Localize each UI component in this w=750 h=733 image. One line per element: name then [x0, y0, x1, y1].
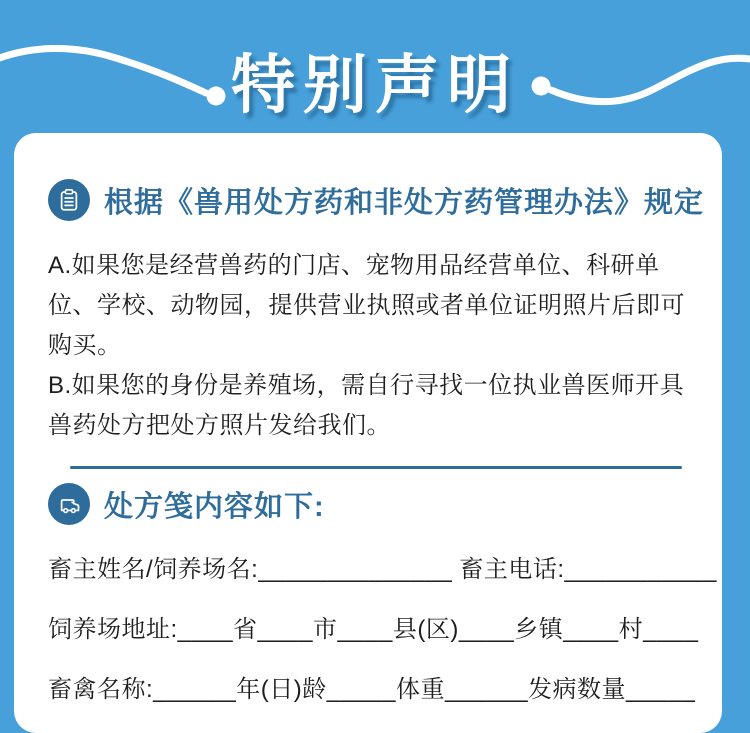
regulation-heading: 根据《兽用处方药和非处方药管理办法》规定: [104, 186, 705, 219]
statement-card: [14, 133, 722, 733]
header-banner: [0, 0, 750, 133]
regulation-paragraph-b: B.如果您的身份是养殖场，需自行寻找一位执业兽医师开具兽药处方把处方照片发给我们。: [48, 372, 685, 439]
clipboard-icon: [48, 179, 90, 221]
truck-icon: [48, 483, 90, 525]
form-line-farm-address: 饲养场地址:____省____市____县(区)____乡镇____村____: [48, 616, 699, 643]
regulation-section-header: [48, 179, 705, 221]
page-title: 特别声明: [231, 49, 519, 121]
prescription-form: [48, 555, 717, 705]
prescription-section-header: [48, 483, 694, 525]
section-divider: [70, 466, 682, 469]
prescription-heading: 处方笺内容如下:: [104, 490, 325, 523]
regulation-text: [48, 246, 698, 446]
regulation-paragraph-a: A.如果您是经营兽药的门店、宠物用品经营单位、科研单位、学校、动物园，提供营业执照或者单位证明照片后即可购买。: [48, 252, 685, 359]
form-line-animal-info: 畜禽名称:______年(日)龄_____体重______发病数量_____: [48, 676, 696, 703]
form-line-owner-name: 畜主姓名/饲养场名:______________ 畜主电话:___________: [48, 556, 717, 583]
